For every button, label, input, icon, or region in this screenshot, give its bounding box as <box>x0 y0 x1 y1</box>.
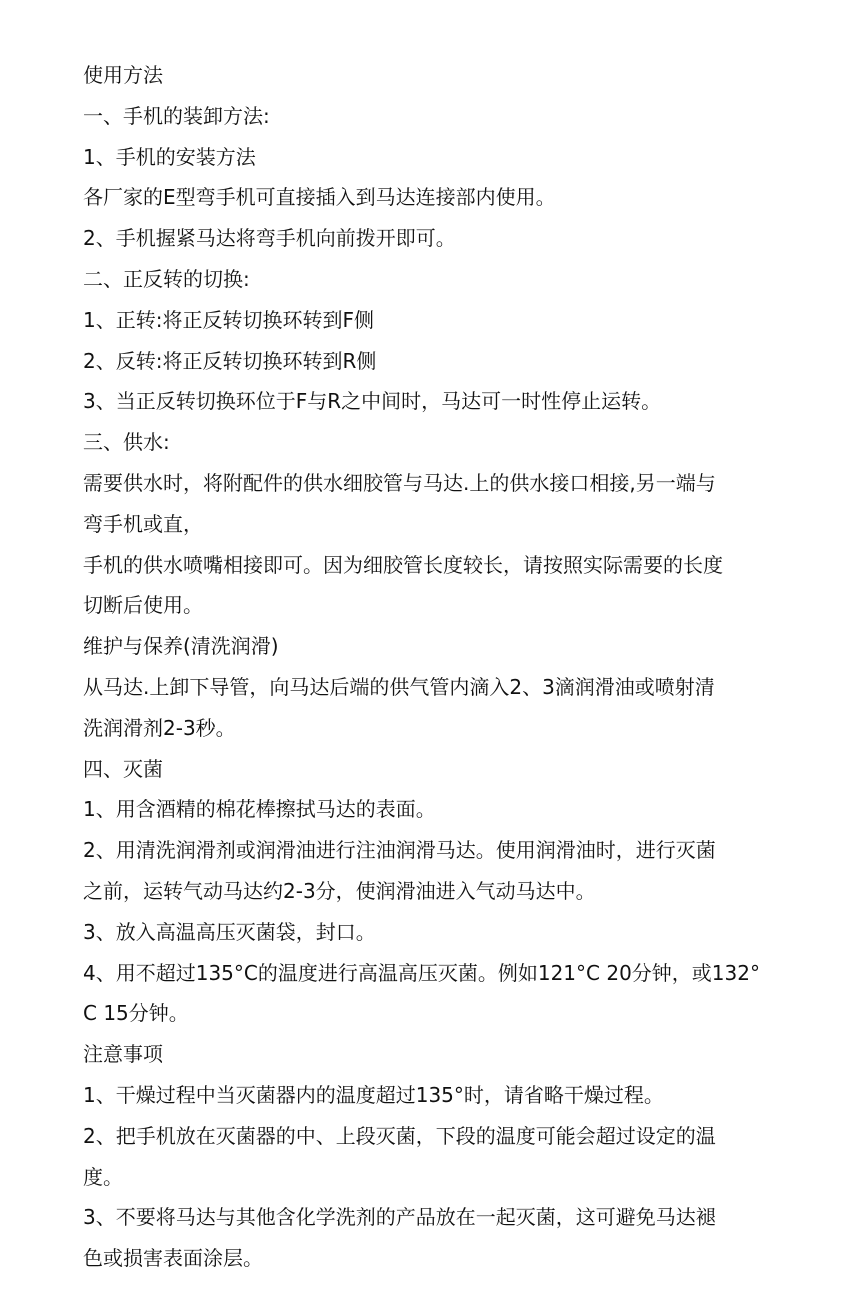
section-4-item-3: 3、放入高温高压灭菌袋，封口。 <box>83 919 376 944</box>
maintenance-heading: 维护与保养(清洗润滑) <box>83 634 279 659</box>
section-1-item-2: 2、手机握紧马达将弯手机向前拨开即可。 <box>83 226 456 251</box>
notes-item-2-line-2: 度。 <box>83 1164 123 1189</box>
section-2-item-2: 2、反转:将正反转切换环转到R侧 <box>83 348 377 373</box>
document-body <box>83 55 783 1279</box>
section-4-item-1: 1、用含酒精的棉花棒擦拭马达的表面。 <box>83 797 436 822</box>
section-4-heading: 四、灭菌 <box>83 756 163 781</box>
heading-usage: 使用方法 <box>83 63 163 87</box>
notes-heading: 注意事项 <box>83 1042 163 1067</box>
notes-item-3-line-1: 3、不要将马达与其他含化学洗剂的产品放在一起灭菌，这可避免马达褪 <box>83 1205 716 1230</box>
notes-item-2-line-1: 2、把手机放在灭菌器的中、上段灭菌，下段的温度可能会超过设定的温 <box>83 1123 716 1148</box>
section-3-heading: 三、供水: <box>83 430 170 455</box>
section-2-heading: 二、正反转的切换: <box>83 266 250 291</box>
maintenance-text-line-2: 洗润滑剂2-3秒。 <box>83 715 236 740</box>
notes-item-3-line-2: 色或损害表面涂层。 <box>83 1246 263 1271</box>
maintenance-text-line-1: 从马达.上卸下导管，向马达后端的供气管内滴入2、3滴润滑油或喷射清 <box>83 674 715 699</box>
section-2-item-1: 1、正转:将正反转切换环转到F侧 <box>83 307 374 332</box>
section-3-text-line-4: 切断后使用。 <box>83 593 203 618</box>
notes-item-1: 1、干燥过程中当灭菌器内的温度超过135°时，请省略干燥过程。 <box>83 1082 664 1107</box>
section-1-text: 各厂家的E型弯手机可直接插入到马达连接部内使用。 <box>83 185 556 210</box>
section-4-item-4-line-2: C 15分钟。 <box>83 1001 189 1026</box>
section-4-item-2-line-2: 之前，运转气动马达约2-3分，使润滑油进入气动马达中。 <box>83 878 596 903</box>
section-1-heading: 一、手机的装卸方法: <box>83 103 270 128</box>
section-4-item-4-line-1: 4、用不超过135°C的温度进行高温高压灭菌。例如121°C 20分钟，或132° <box>83 960 760 985</box>
section-4-item-2-line-1: 2、用清洗润滑剂或润滑油进行注油润滑马达。使用润滑油时，进行灭菌 <box>83 838 716 863</box>
section-3-text-line-2: 弯手机或直， <box>83 511 203 536</box>
section-3-text-line-1: 需要供水时，将附配件的供水细胶管与马达.上的供水接口相接,另一端与 <box>83 470 716 495</box>
section-3-text-line-3: 手机的供水喷嘴相接即可。因为细胶管长度较长，请按照实际需要的长度 <box>83 552 723 577</box>
section-1-item-1: 1、手机的安装方法 <box>83 144 256 169</box>
section-2-item-3: 3、当正反转切换环位于F与R之中间时，马达可一时性停止运转。 <box>83 389 662 414</box>
